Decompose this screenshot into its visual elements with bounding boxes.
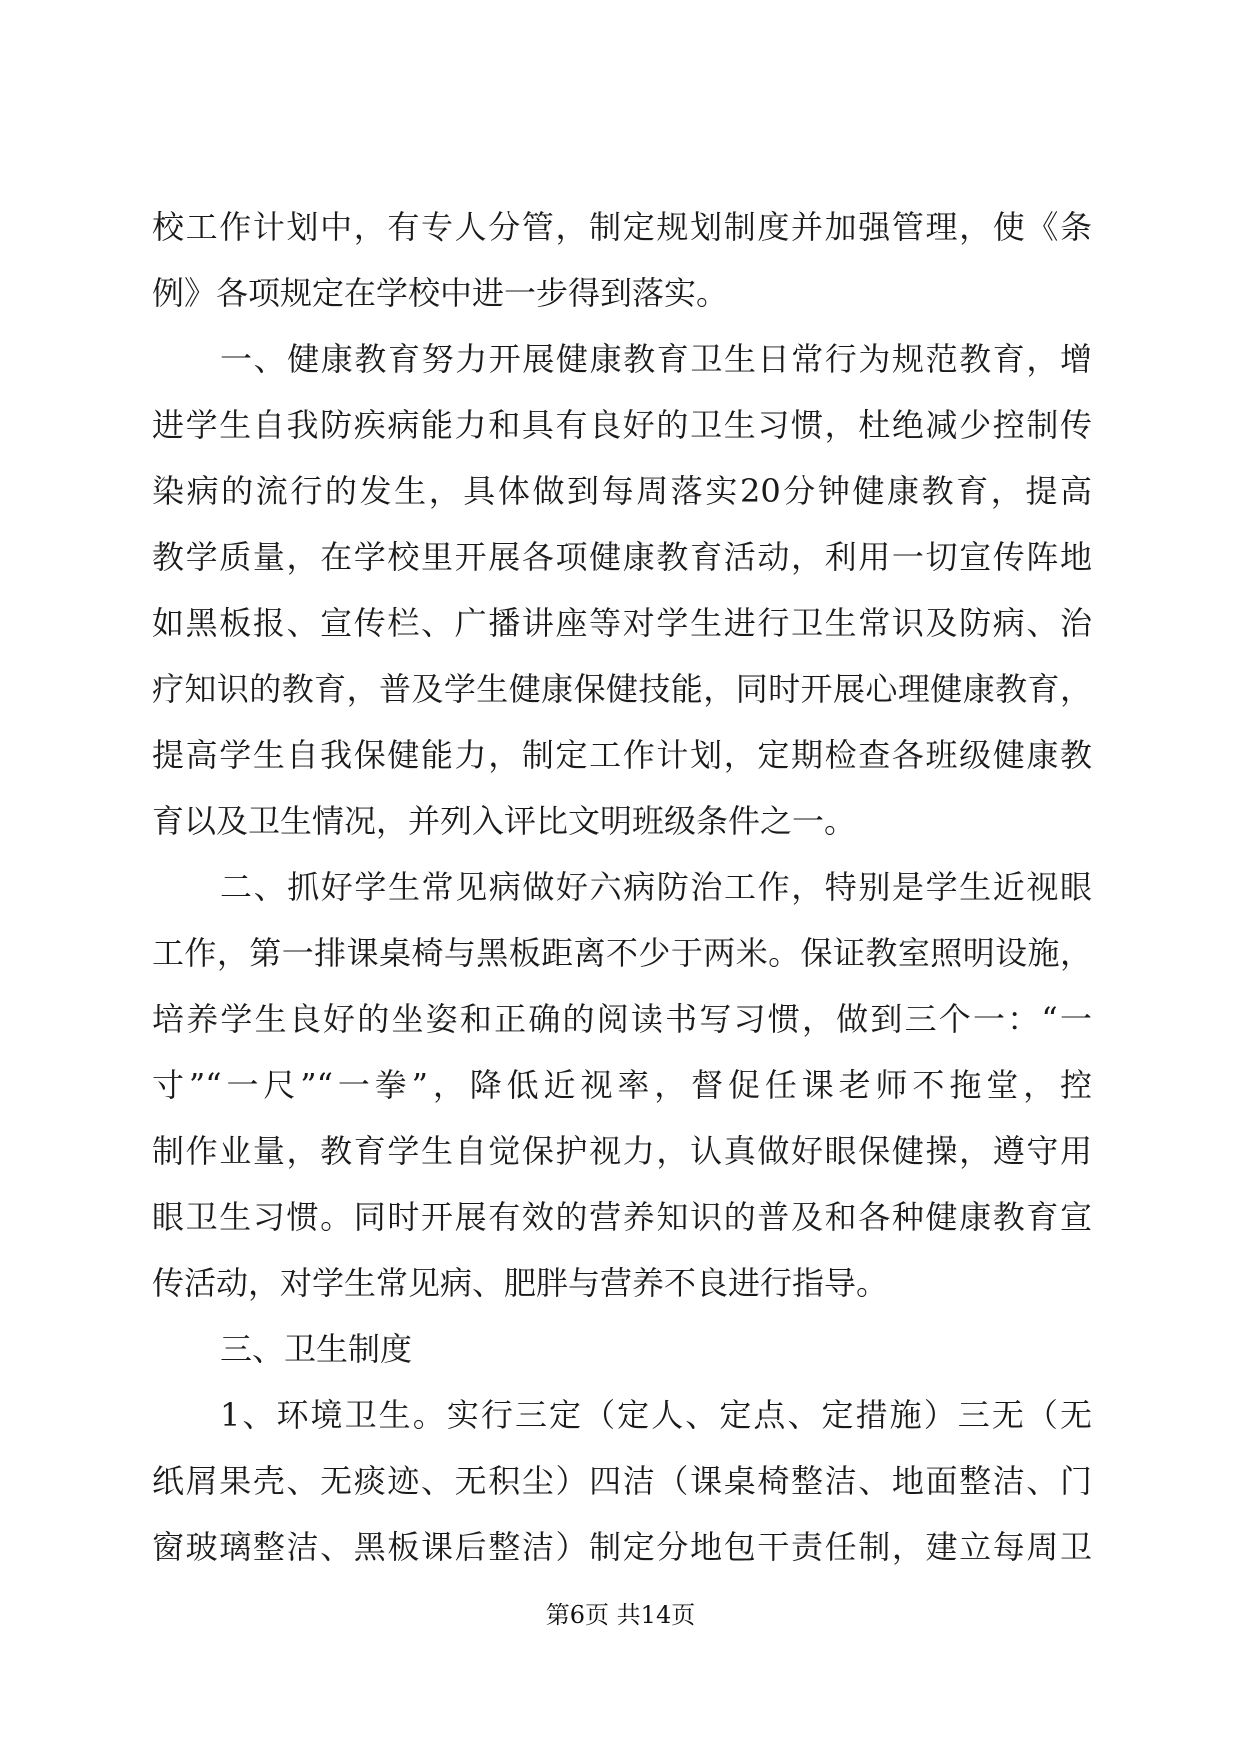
section-heading: 三、卫生制度 xyxy=(220,1330,413,1368)
text-line: 制作业量，教育学生自觉保护视力，认真做好眼保健操，遵守用 xyxy=(152,1132,1092,1170)
text-line: 如黑板报、宣传栏、广播讲座等对学生进行卫生常识及防病、治 xyxy=(152,604,1092,642)
text-line: 育以及卫生情况，并列入评比文明班级条件之一。 xyxy=(152,802,857,840)
text-line: 工作，第一排课桌椅与黑板距离不少于两米。保证教室照明设施， xyxy=(152,934,1092,972)
text-line: 培养学生良好的坐姿和正确的阅读书写习惯，做到三个一：“一 xyxy=(152,1000,1092,1038)
text-line: 进学生自我防疾病能力和具有良好的卫生习惯，杜绝减少控制传 xyxy=(152,406,1092,444)
text-line: 眼卫生习惯。同时开展有效的营养知识的普及和各种健康教育宣 xyxy=(152,1198,1092,1236)
text-line: 二、抓好学生常见病做好六病防治工作，特别是学生近视眼 xyxy=(220,868,1092,906)
text-line: 提高学生自我保健能力，制定工作计划，定期检查各班级健康教 xyxy=(152,736,1092,774)
text-line: 染病的流行的发生，具体做到每周落实20分钟健康教育，提高 xyxy=(152,472,1092,510)
page-footer: 第6页 共14页 xyxy=(545,1601,696,1629)
text-line: 窗玻璃整洁、黑板课后整洁）制定分地包干责任制，建立每周卫 xyxy=(152,1528,1092,1566)
text-line: 寸”“一尺”“一拳”，降低近视率，督促任课老师不拖堂，控 xyxy=(152,1066,1092,1104)
text-line: 1、环境卫生。实行三定（定人、定点、定措施）三无（无 xyxy=(220,1396,1092,1434)
text-line: 纸屑果壳、无痰迹、无积尘）四洁（课桌椅整洁、地面整洁、门 xyxy=(152,1462,1092,1500)
text-line: 疗知识的教育，普及学生健康保健技能，同时开展心理健康教育， xyxy=(152,670,1092,708)
text-line: 例》各项规定在学校中进一步得到落实。 xyxy=(152,274,729,312)
text-line: 校工作计划中，有专人分管，制定规划制度并加强管理，使《条 xyxy=(152,208,1092,246)
text-line: 教学质量，在学校里开展各项健康教育活动，利用一切宣传阵地 xyxy=(152,538,1092,576)
text-line: 传活动，对学生常见病、肥胖与营养不良进行指导。 xyxy=(152,1264,889,1302)
text-line: 一、健康教育努力开展健康教育卫生日常行为规范教育，增 xyxy=(220,340,1092,378)
